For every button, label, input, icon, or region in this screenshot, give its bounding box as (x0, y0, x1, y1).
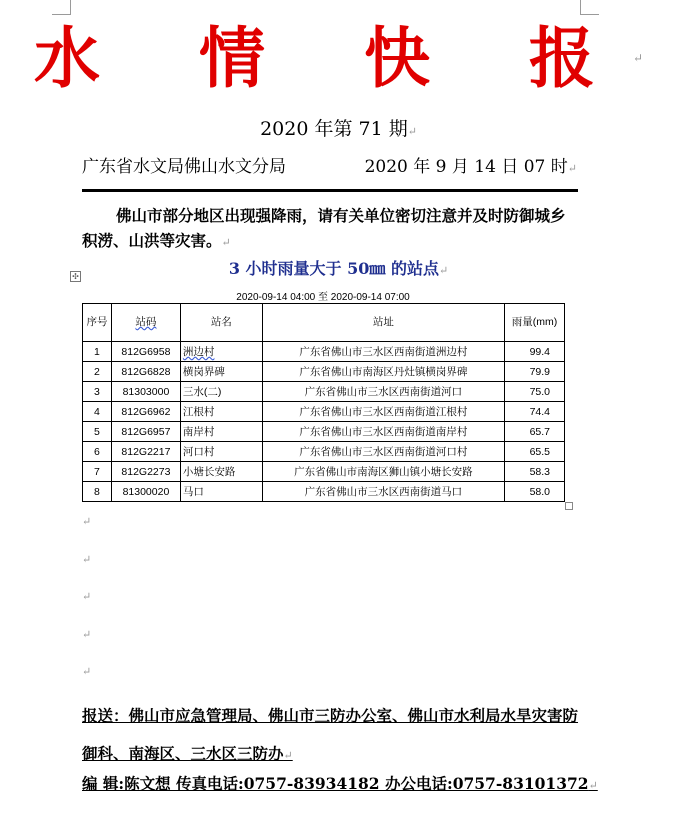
header-rainfall: 雨量(mm) (505, 304, 565, 342)
header-name: 站名 (180, 304, 262, 342)
table-row: 1 812G6958 洲边村 广东省佛山市三水区西南街道洲边村 99.4 (83, 342, 565, 362)
paragraph-mark: ↵ (82, 665, 92, 678)
recipients-list: 报送：佛山市应急管理局、佛山市三防办公室、佛山市水利局水旱灾害防御科、南海区、三水区三防办↵ (82, 706, 579, 763)
report-datetime: 2020 年 9 月 14 日 07 时↵ (364, 157, 577, 177)
table-row: 6 812G2217 河口村 广东省佛山市三水区西南街道河口村 65.5 (83, 442, 565, 462)
table-header-row (83, 304, 565, 342)
table-row: 2 812G6828 横岗界碑 广东省佛山市南海区丹灶镇横岗界碑 79.9 (83, 362, 565, 382)
issue-number: 2020 年第 71 期↵ (260, 118, 417, 140)
warning-notice: 佛山市部分地区出现强降雨，请有关单位密切注意并及时防御城乡积涝、山洪等灾害。↵ (82, 206, 566, 250)
rainfall-table (82, 303, 565, 502)
paragraph-mark: ↵ (82, 628, 92, 641)
header-rule (82, 189, 578, 192)
header-seq: 序号 (83, 304, 112, 342)
table-row: 8 81300020 马口 广东省佛山市三水区西南街道马口 58.0 (83, 482, 565, 502)
table-row: 4 812G6962 江根村 广东省佛山市三水区西南街道江根村 74.4 (83, 402, 565, 422)
table-row: 7 812G2273 小塘长安路 广东省佛山市南海区狮山镇小塘长安路 58.3 (83, 462, 565, 482)
table-row: 5 812G6957 南岸村 广东省佛山市三水区西南街道南岸村 65.7 (83, 422, 565, 442)
table-title: 3 小时雨量大于 50㎜ 的站点↵ (228, 259, 449, 278)
table-move-handle-icon[interactable]: ✣ (70, 271, 81, 282)
paragraph-mark: ↵ (82, 515, 92, 528)
organization-name: 广东省水文局佛山水文分局 (82, 157, 286, 177)
table-row: 3 81303000 三水(二) 广东省佛山市三水区西南街道河口 75.0 (83, 382, 565, 402)
observation-period: 2020-09-14 04:00 至 2020-09-14 07:00 (236, 292, 410, 303)
paragraph-mark: ↵ (82, 553, 92, 566)
editor-contact: 编 辑:陈文想 传真电话:0757-83934182 办公电话:0757-83101372↵ (82, 774, 598, 793)
table-resize-handle[interactable] (565, 502, 573, 510)
masthead-title: 水 情 快 报↵ (34, 19, 643, 97)
page-corner-mark-top-right (580, 0, 599, 15)
header-code: 站码 (111, 304, 180, 342)
page-corner-mark-top-left (52, 0, 71, 15)
paragraph-mark: ↵ (82, 590, 92, 603)
header-address: 站址 (262, 304, 504, 342)
